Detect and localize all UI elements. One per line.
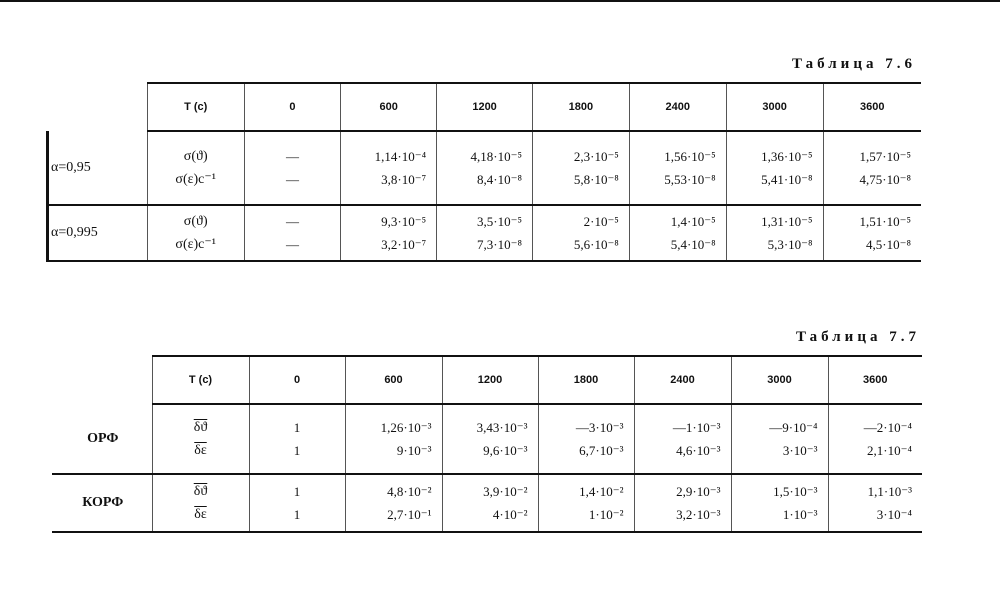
header-cell: 3000 (731, 356, 828, 404)
header-cell: 2400 (634, 356, 731, 404)
value: 3,2·10⁻³ (676, 507, 721, 522)
value: 8,4·10⁻⁸ (477, 172, 522, 187)
value: 1,1·10⁻³ (867, 484, 912, 499)
value: 9,6·10⁻³ (483, 443, 528, 458)
cell-t3600 (828, 474, 922, 532)
label-delta-eps: $\overline{\delta\varepsilon}$ (194, 507, 207, 522)
value: — (285, 172, 299, 187)
value: 3·10⁻⁴ (876, 507, 912, 522)
quantity-labels (147, 131, 244, 205)
value: 3·10⁻³ (782, 443, 818, 458)
value: 1 (293, 507, 301, 522)
value: 3,2·10⁻⁷ (381, 237, 427, 252)
cell-t1800 (538, 474, 634, 532)
value: 9·10⁻³ (396, 443, 432, 458)
value: 5,41·10⁻⁸ (761, 172, 813, 187)
table-header-row (52, 356, 922, 404)
cell-t3600 (828, 404, 922, 474)
value: 6,7·10⁻³ (579, 443, 624, 458)
value: 9,3·10⁻⁵ (381, 214, 427, 229)
header-corner (52, 356, 152, 404)
label-delta-theta: $\overline{\delta ϑ}$ (193, 420, 208, 435)
value: 3,5·10⁻⁵ (477, 214, 522, 229)
value: 4,75·10⁻⁸ (859, 172, 911, 187)
cell-t3600 (823, 205, 921, 261)
value: 2,9·10⁻³ (676, 484, 721, 499)
table-row (48, 205, 922, 261)
header-cell: 2400 (629, 83, 726, 131)
header-cell: 0 (244, 83, 341, 131)
cell-t600 (341, 205, 437, 261)
header-cell: T (c) (152, 356, 249, 404)
header-cell: 1200 (442, 356, 538, 404)
cell-t1200 (437, 205, 533, 261)
cell-t1800 (533, 205, 630, 261)
cell-t1200 (442, 474, 538, 532)
label-sigma-theta: σ(ϑ) (183, 214, 208, 229)
value: 4,18·10⁻⁵ (470, 149, 522, 164)
cell-t2400 (629, 131, 726, 205)
value: 1 (293, 443, 301, 458)
value: 1 (293, 420, 301, 435)
alpha-label: α=0,95 (48, 131, 148, 205)
value: 1,36·10⁻⁵ (761, 149, 813, 164)
cell-t600 (345, 474, 442, 532)
header-cell: 1800 (538, 356, 634, 404)
cell-t1200 (442, 404, 538, 474)
header-cell: 0 (249, 356, 345, 404)
value: 3,9·10⁻² (483, 484, 528, 499)
cell-t0 (249, 404, 345, 474)
value: 5,53·10⁻⁸ (664, 172, 716, 187)
value: 1·10⁻³ (782, 507, 818, 522)
header-cell: 1200 (437, 83, 533, 131)
label-delta-theta: $\overline{\delta ϑ}$ (193, 484, 208, 499)
header-cell: 600 (345, 356, 442, 404)
alpha-label: α=0,995 (48, 205, 148, 261)
cell-t3000 (731, 474, 828, 532)
table-7-6 (46, 82, 921, 262)
value: —2·10⁻⁴ (863, 420, 912, 435)
value: 1 (293, 484, 301, 499)
value: 5,3·10⁻⁸ (767, 237, 813, 252)
header-corner (48, 83, 148, 131)
value: 1,51·10⁻⁵ (859, 214, 911, 229)
cell-t0 (244, 131, 341, 205)
value: 2·10⁻⁵ (583, 214, 619, 229)
header-cell: 3600 (828, 356, 922, 404)
cell-t600 (345, 404, 442, 474)
value: 1,31·10⁻⁵ (761, 214, 813, 229)
value: 1,4·10⁻⁵ (670, 214, 716, 229)
value: — (285, 214, 299, 229)
value: 4,8·10⁻² (387, 484, 432, 499)
cell-t600 (341, 131, 437, 205)
header-cell: T (c) (147, 83, 244, 131)
header-cell: 600 (341, 83, 437, 131)
label-sigma-eps: σ(ε)c⁻¹ (175, 237, 216, 252)
value: — (285, 237, 299, 252)
value: 1·10⁻² (588, 507, 624, 522)
cell-t2400 (634, 404, 731, 474)
table-row (48, 131, 922, 205)
value: 4·10⁻² (492, 507, 528, 522)
table-row (52, 404, 922, 474)
group-label: ОРФ (52, 404, 152, 474)
top-rule (0, 0, 1000, 2)
value: 4,6·10⁻³ (676, 443, 721, 458)
cell-t1800 (533, 131, 630, 205)
value: —9·10⁻⁴ (769, 420, 818, 435)
cell-t3000 (726, 205, 823, 261)
label-delta-eps: $\overline{\delta\varepsilon}$ (194, 443, 207, 458)
label-sigma-theta: σ(ϑ) (183, 149, 208, 164)
header-cell: 3600 (823, 83, 921, 131)
quantity-labels (152, 404, 249, 474)
value: 1,56·10⁻⁵ (664, 149, 716, 164)
value: —3·10⁻³ (575, 420, 624, 435)
value: 1,14·10⁻⁴ (374, 149, 427, 164)
cell-t0 (249, 474, 345, 532)
value: 3,8·10⁻⁷ (381, 172, 427, 187)
value: 4,5·10⁻⁸ (866, 237, 911, 252)
value: 1,5·10⁻³ (773, 484, 818, 499)
cell-t2400 (629, 205, 726, 261)
value: 3,43·10⁻³ (476, 420, 528, 435)
cell-t0 (244, 205, 341, 261)
quantity-labels (147, 205, 244, 261)
table-header-row (48, 83, 922, 131)
value: —1·10⁻³ (672, 420, 721, 435)
table-7-7-caption: Таблица 7.7 (796, 329, 920, 345)
value: 1,4·10⁻² (579, 484, 624, 499)
header-cell: 1800 (533, 83, 630, 131)
cell-t3000 (731, 404, 828, 474)
cell-t1800 (538, 404, 634, 474)
value: 1,26·10⁻³ (380, 420, 432, 435)
cell-t3000 (726, 131, 823, 205)
table-7-7 (52, 355, 922, 533)
cell-t2400 (634, 474, 731, 532)
label-sigma-eps: σ(ε)c⁻¹ (175, 172, 216, 187)
table-7-6-caption: Таблица 7.6 (792, 56, 916, 72)
table-row (52, 474, 922, 532)
cell-t3600 (823, 131, 921, 205)
value: 2,3·10⁻⁵ (573, 149, 619, 164)
value: 2,7·10⁻¹ (387, 507, 432, 522)
value: — (285, 149, 299, 164)
value: 5,8·10⁻⁸ (573, 172, 619, 187)
value: 2,1·10⁻⁴ (867, 443, 912, 458)
quantity-labels (152, 474, 249, 532)
value: 7,3·10⁻⁸ (477, 237, 522, 252)
value: 5,4·10⁻⁸ (670, 237, 716, 252)
value: 5,6·10⁻⁸ (573, 237, 619, 252)
header-cell: 3000 (726, 83, 823, 131)
group-label: КОРФ (52, 474, 152, 532)
cell-t1200 (437, 131, 533, 205)
value: 1,57·10⁻⁵ (859, 149, 911, 164)
